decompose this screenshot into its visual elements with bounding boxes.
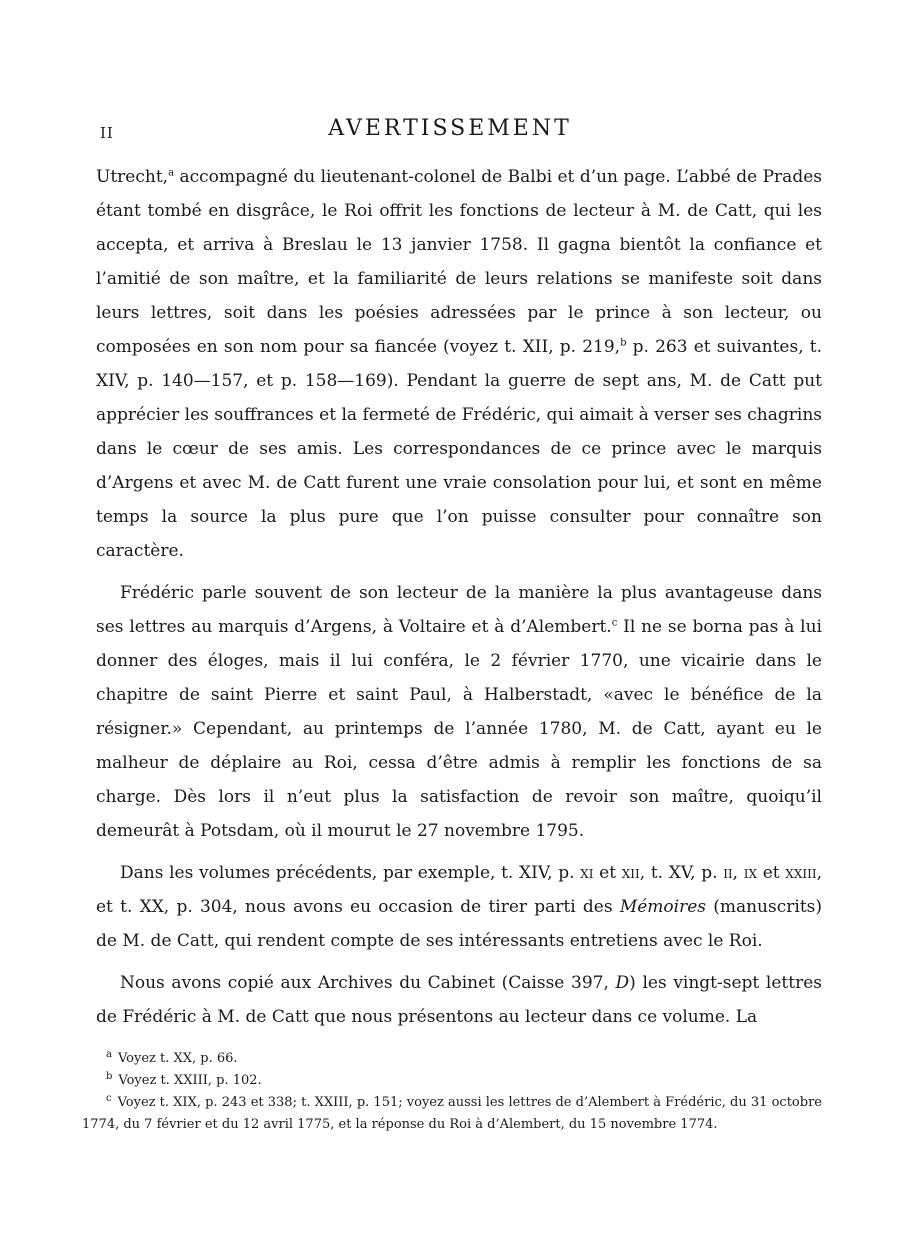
text-segment: , <box>732 863 744 883</box>
text-segment: et <box>757 863 786 883</box>
running-title: AVERTISSEMENT <box>328 116 572 141</box>
roman-page-ref: xxiii <box>785 863 817 883</box>
italic-title: Mémoires <box>619 897 706 917</box>
footnote-ref-a: a <box>168 167 175 179</box>
roman-page-ref: xii <box>621 863 640 883</box>
footnote-mark: b <box>106 1070 113 1082</box>
body-text <box>96 160 822 1034</box>
italic-letter: D <box>615 973 630 993</box>
footnote-mark: a <box>106 1048 112 1060</box>
text-segment: Nous avons copié aux Archives du Cabinet (Caisse 397, <box>120 973 616 993</box>
text-segment: Dans les volumes précédents, par exemple, t. XIV, p. <box>120 863 581 883</box>
footnote-ref-b: b <box>620 337 627 349</box>
text-segment: et <box>593 863 622 883</box>
paragraph-3 <box>96 856 822 958</box>
footnotes <box>82 1048 822 1136</box>
text-segment: , t. XV, p. <box>639 863 724 883</box>
roman-page-ref: ii <box>723 863 733 883</box>
footnote-ref-c: c <box>611 617 618 629</box>
footnote-text: Voyez t. XX, p. 66. <box>117 1051 238 1066</box>
text-segment: Frédéric parle souvent de son lecteur de la manière la plus avantageuse dans ses lettres au marquis d’Argens, à Voltaire et à d’Alembert. <box>96 583 822 637</box>
paragraph-2 <box>96 576 822 848</box>
text-segment: , et t. XX, p. 304, nous avons eu occasion de tirer parti des <box>96 863 823 917</box>
text-segment: Il ne se borna pas à lui donner des éloges, mais il lui conféra, le 2 février 1770, une vicairie dans le chapitre de saint Pierre et saint Paul, à Halberstadt, «avec le bénéfice de la résigner.» Cependant, au printemps de l’année 1780, M. de Catt, ayant eu le malheur de déplaire au Roi, cessa d’être admis à remplir les fonctions de sa charge. Dès lors il n’eut plus la satisfaction de revoir son maître, quoiqu’il demeurât à Potsdam, où il mourut le 27 novembre 1795. <box>96 617 822 841</box>
text-segment: Utrecht, <box>96 167 169 187</box>
page-number: II <box>100 124 114 142</box>
footnote-text: Voyez t. XIX, p. 243 et 338; t. XXIII, p. 151; voyez aussi les lettres de d’Alembert à Frédéric, du 31 octobre 1774, du 7 février et du 12 avril 1775, et la réponse du Roi à d’Alembert, du 15 novembre 1774. <box>82 1095 822 1132</box>
text-segment: ) les vingt-sept lettres de Frédéric à M. de Catt que nous présentons au lecteur dans ce volume. La <box>96 973 822 1027</box>
roman-page-ref: xi <box>580 863 594 883</box>
footnote-mark: c <box>106 1092 112 1104</box>
text-segment: accompagné du lieutenant-colonel de Balbi et d’un page. L’abbé de Prades étant tombé en disgrâce, le Roi offrit les fonctions de lecteur à M. de Catt, qui les accepta, et arriva à Breslau le 13 janvier 1758. Il gagna bientôt la confiance et l’amitié de son maître, et la familiarité de leurs relations se manifeste soit dans leurs lettres, soit dans les poésies adressées par le prince à son lecteur, ou composées en son nom pour sa fiancée (voyez t. XII, p. 219, <box>96 167 822 357</box>
text-segment: (manuscrits) de M. de Catt, qui rendent compte de ses intéressants entretiens avec le Roi. <box>96 897 823 951</box>
paragraph-1 <box>96 160 822 568</box>
paragraph-4 <box>96 966 822 1034</box>
footnote-c <box>82 1092 822 1136</box>
roman-page-ref: ix <box>743 863 758 883</box>
text-segment: p. 263 et suivantes, t. XIV, p. 140—157, et p. 158—169). Pendant la guerre de sept ans, M. de Catt put apprécier les souffrances et la fermeté de Frédéric, qui aimait à verser ses chagrins dans le cœur de ses amis. Les correspondances de ce prince avec le marquis d’Argens et avec M. de Catt furent une vraie consolation pour lui, et sont en même temps la source la plus pure que l’on puisse consulter pour connaître son caractère. <box>96 337 823 561</box>
footnote-text: Voyez t. XXIII, p. 102. <box>118 1073 262 1088</box>
footnote-a <box>82 1048 822 1070</box>
footnote-b <box>82 1070 822 1092</box>
